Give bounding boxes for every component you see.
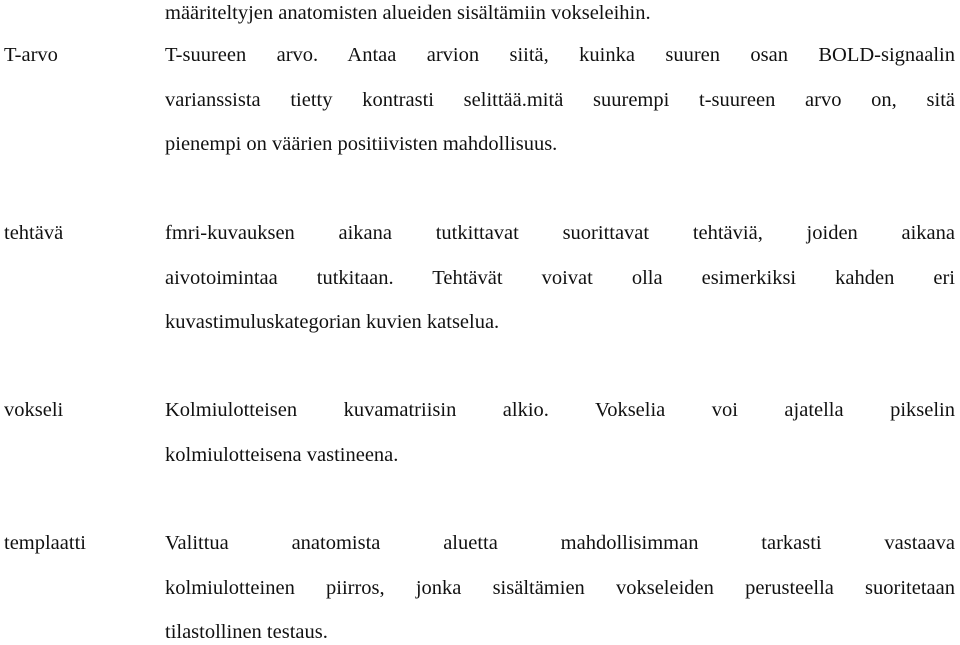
term-t-arvo: T-arvo (4, 44, 58, 66)
definition-line: kolmiulotteisena vastineena. (165, 444, 399, 466)
definition-line: T-suureen arvo. Antaa arvion siitä, kuinka suuren osan BOLD-signaalin (165, 44, 955, 66)
term-tehtava: tehtävä (4, 222, 64, 244)
definition-line: Valittua anatomista aluetta mahdollisimman tarkasti vastaava (165, 532, 955, 554)
definition-line: kuvastimuluskategorian kuvien katselua. (165, 311, 500, 333)
definition-line: fmri-kuvauksen aikana tutkittavat suorittavat tehtäviä, joiden aikana (165, 222, 955, 244)
term-vokseli: vokseli (4, 399, 64, 421)
definition-line: aivotoimintaa tutkitaan. Tehtävät voivat olla esimerkiksi kahden eri (165, 267, 955, 289)
definition-line: tilastollinen testaus. (165, 621, 328, 643)
definition-line: varianssista tietty kontrasti selittää.mitä suurempi t-suureen arvo on, sitä (165, 89, 955, 111)
definition-line: kolmiulotteinen piirros, jonka sisältämien vokseleiden perusteella suoritetaan (165, 577, 955, 599)
term-templaatti: templaatti (4, 532, 86, 554)
definition-line: Kolmiulotteisen kuvamatriisin alkio. Vokselia voi ajatella pikselin (165, 399, 955, 421)
entry-continuation-line: määriteltyjen anatomisten alueiden sisältämiin vokseleihin. (165, 2, 651, 24)
definition-line: pienempi on väärien positiivisten mahdollisuus. (165, 133, 558, 155)
